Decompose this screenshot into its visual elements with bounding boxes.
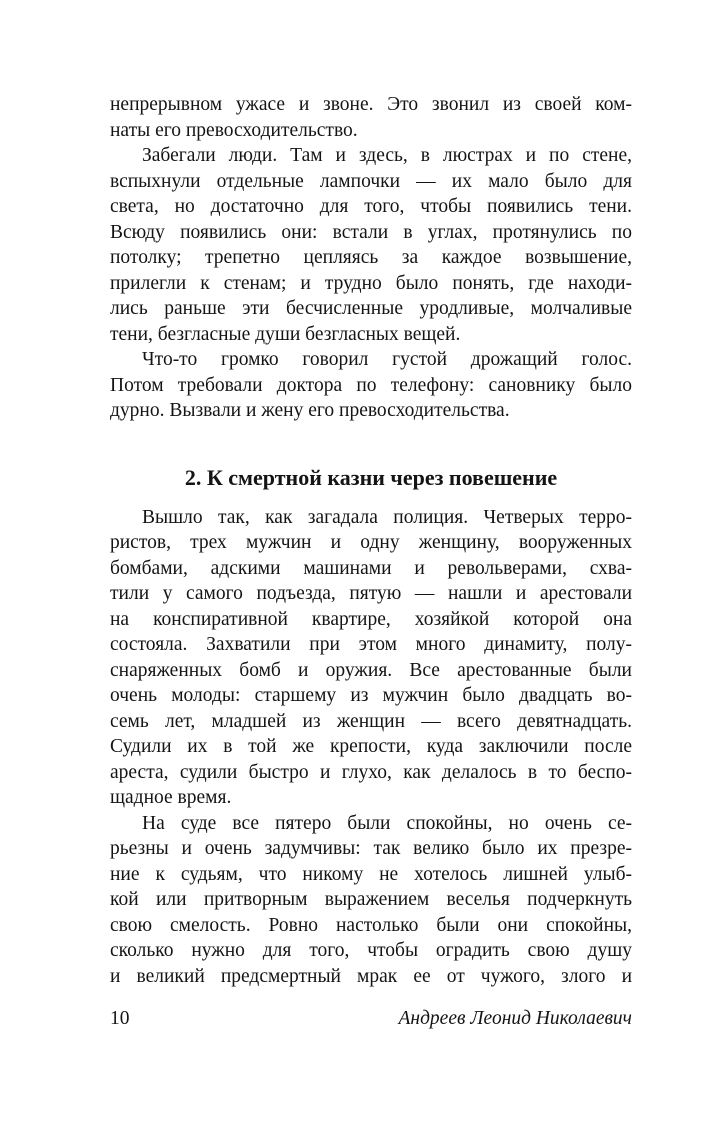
page-number: 10 [110,1008,130,1029]
paragraph [110,143,632,347]
text-line: рьезны и очень задумчивы: так велико было их презре- [110,838,632,859]
text-line: прилегли к стенам; и трудно было понять, где находи- [110,272,632,294]
section-heading: 2. К смертной казни через повешение [184,464,558,490]
text-line: Что-то громко говорил густой дрожащий голос. [142,349,632,370]
page-footer [110,1006,632,1032]
paragraph-continuation [110,92,632,143]
text-line: состояла. Захватили при этом много динамиту, полу- [110,634,632,655]
text-line: на конспиративной квартире, хозяйкой которой она [110,608,632,630]
text-line: ристов, трех мужчин и одну женщину, вооруженных [110,532,632,553]
text-line: сколько нужно для того, чтобы оградить свою душу [110,940,632,961]
text-line: очень молоды: старшему из мужчин было двадцать во- [110,685,632,706]
text-line: потолку; трепетно цепляясь за каждое возвышение, [110,247,632,268]
text-line: семь лет, младшей из женщин — всего девятнадцать. [110,710,632,732]
text-line: щадное время. [110,787,232,808]
text-line: вспыхнули отдельные лампочки — их мало было для [110,170,632,192]
text-line: лись раньше эти бесчисленные уродливые, молчаливые [110,298,632,319]
text-line: Всюду появились они: встали в углах, протянулись по [110,221,632,243]
running-title: Андреев Леонид Николаевич [398,1008,632,1029]
text-line: ареста, судили быстро и глухо, как делалось в то беспо- [110,761,632,783]
text-line: Потом требовали доктора по телефону: сановнику было [110,374,632,396]
text-line: ние к судьям, что никому не хотелось лишней улыб- [110,863,632,885]
text-line: Вышло так, как загадала полиция. Четверых терро- [142,506,632,528]
paragraph [110,347,632,424]
text-line: света, но достаточно для того, чтобы появились тени. [110,196,632,217]
text-line: На суде все пятеро были спокойны, но очень се- [142,812,632,834]
text-line: Судили их в той же крепости, куда заключили после [110,736,632,757]
text-line: свою смелость. Ровно настолько были они спокойны, [110,914,632,936]
text-line: снаряженных бомб и оружия. Все арестованные были [110,659,632,681]
text-line: кой или притворным выражением веселья подчеркнуть [110,889,632,910]
text-line: непрерывном ужасе и звоне. Это звонил из своей ком- [110,94,632,115]
paragraph [110,505,632,811]
text-line: бомбами, адскими машинами и револьверами, схва- [110,557,632,579]
text-line: тили у самого подъезда, пятую — нашли и арестовали [110,583,632,604]
text-line: и великий предсмертный мрак ее от чужого, злого и [110,965,632,987]
text-line: тени, безгласные души безгласных вещей. [110,323,461,345]
text-line: Забегали люди. Там и здесь, в люстрах и по стене, [142,145,632,166]
text-line: наты его превосходительство. [110,119,358,141]
paragraph [110,811,632,990]
text-line: дурно. Вызвали и жену его превосходительства. [110,400,510,421]
page-body [110,92,632,989]
